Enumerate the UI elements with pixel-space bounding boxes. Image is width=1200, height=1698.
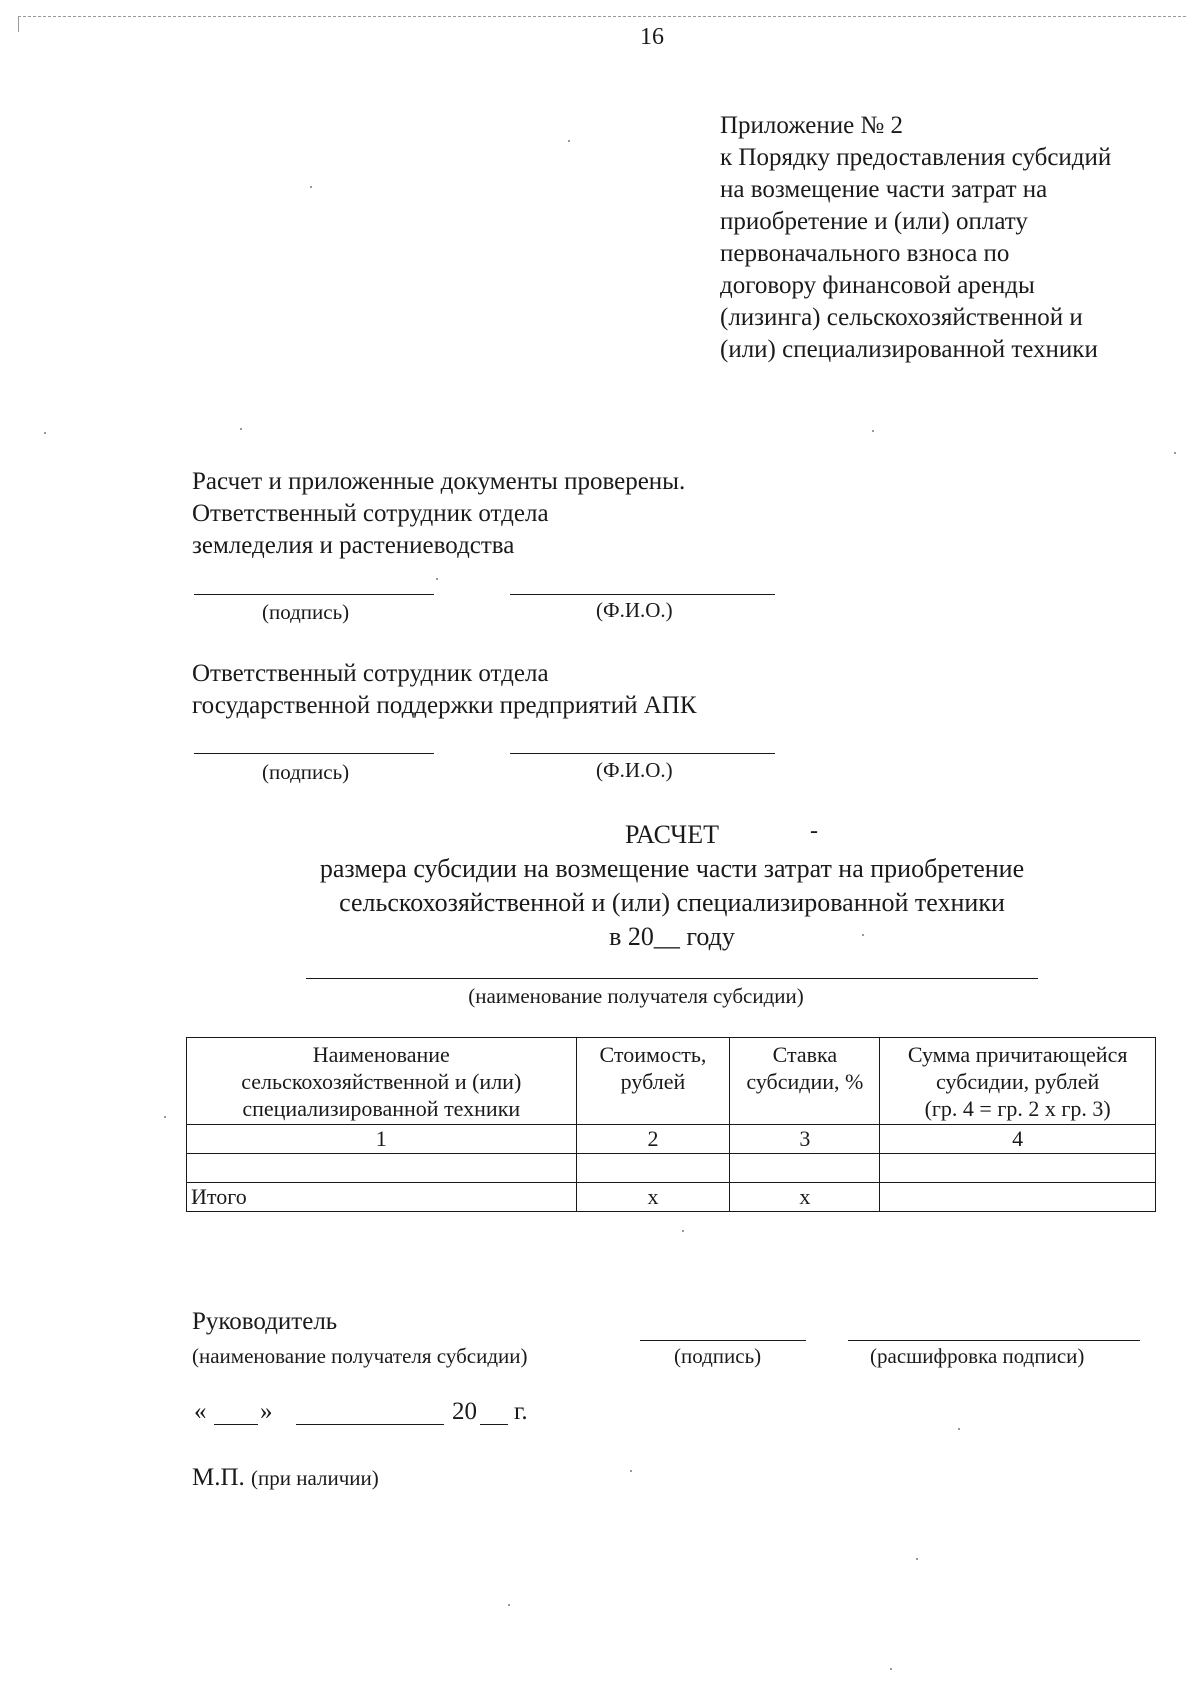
appendix-line: первоначального взноса по [720, 240, 1010, 267]
calc-title-line: в 20__ году [609, 922, 735, 951]
header-text: субсидии, рублей [936, 1069, 1100, 1094]
calc-title-line: сельскохозяйственной и (или) специализированной техники [339, 888, 1005, 917]
scan-speck [44, 432, 46, 434]
date-suffix: г. [514, 1398, 528, 1425]
head-signature-caption: (подпись) [674, 1344, 762, 1368]
signature-line [194, 594, 434, 595]
signature-caption: (подпись) [262, 600, 350, 624]
scan-corner-mark [18, 16, 33, 32]
head-label: Руководитель [192, 1308, 338, 1335]
table-cell [187, 1154, 577, 1183]
subsidy-table [186, 1037, 1156, 1212]
appendix-line: договору финансовой аренды [720, 272, 1035, 299]
table-cell [880, 1183, 1156, 1212]
appendix-line: (лизинга) сельскохозяйственной и [720, 304, 1083, 331]
head-signature-line [640, 1340, 806, 1341]
header-text: специализированной техники [242, 1096, 521, 1121]
date-day-line [214, 1424, 258, 1425]
verification-text [192, 466, 685, 562]
stamp-label [192, 1464, 379, 1492]
header-text: субсидии, % [746, 1069, 864, 1094]
verification-line: земледелия и растениеводства [192, 532, 515, 559]
header-text: Стоимость, [599, 1042, 707, 1067]
date-year-line [480, 1424, 508, 1425]
appendix-line: (или) специализированной техники [720, 336, 1098, 363]
calc-title-line: размера субсидии на возмещение части затрат на приобретение [319, 854, 1025, 883]
table-number-row [187, 1125, 1156, 1154]
table-cell: Итого [187, 1183, 577, 1212]
header-subsidy-sum [880, 1038, 1156, 1125]
scan-speck [682, 1230, 684, 1232]
header-text: (гр. 4 = гр. 2 х гр. 3) [924, 1096, 1111, 1121]
fio-line [510, 753, 775, 754]
recipient-caption: (наименование получателя субсидии) [468, 984, 804, 1008]
table-header-row [187, 1038, 1156, 1125]
scan-speck [958, 1428, 960, 1430]
signature-caption: (подпись) [262, 760, 350, 784]
scan-speck [890, 1668, 892, 1670]
header-text: Сумма причитающейся [907, 1042, 1128, 1067]
stamp-abbrev: М.П. [192, 1464, 245, 1491]
stray-dash: - [810, 818, 818, 844]
scan-speck [862, 934, 864, 936]
table-total-row [187, 1183, 1156, 1212]
header-text: Ставка [772, 1042, 838, 1067]
table-cell: х [576, 1183, 730, 1212]
table-cell [730, 1154, 880, 1183]
verification-line: Ответственный сотрудник отдела [192, 500, 549, 527]
scan-edge-line [18, 16, 1186, 17]
appendix-line: Приложение № 2 [720, 112, 904, 139]
head-decode-line [848, 1340, 1140, 1341]
scan-speck [310, 186, 312, 188]
stamp-note: (при наличии) [251, 1466, 379, 1490]
head-recipient-caption: (наименование получателя субсидии) [192, 1344, 528, 1368]
appendix-header [720, 110, 1111, 366]
table-cell: 3 [730, 1125, 880, 1154]
table-cell: х [730, 1183, 880, 1212]
scan-speck [508, 1604, 510, 1606]
date-close-quote: » [260, 1398, 273, 1425]
scan-speck [630, 1470, 632, 1472]
table-cell: 1 [187, 1125, 577, 1154]
scan-speck [240, 428, 242, 430]
date-year-prefix: 20 [452, 1398, 477, 1425]
scan-speck [436, 578, 438, 580]
fio-caption: (Ф.И.О.) [596, 598, 673, 622]
table-cell: 4 [880, 1125, 1156, 1154]
appendix-line: к Порядку предоставления субсидий [720, 144, 1112, 171]
support-text [192, 658, 697, 722]
header-text: рублей [620, 1069, 686, 1094]
header-text: Наименование [312, 1042, 450, 1067]
header-equipment-name [187, 1038, 577, 1125]
header-text: сельскохозяйственной и (или) [241, 1069, 522, 1094]
head-decode-caption: (расшифровка подписи) [870, 1344, 1085, 1368]
verification-line: Расчет и приложенные документы проверены. [192, 468, 686, 495]
signature-line [194, 753, 434, 754]
scan-speck [568, 140, 570, 142]
table-cell: 2 [576, 1125, 730, 1154]
page-number: 16 [640, 24, 664, 50]
scan-speck [872, 430, 874, 432]
header-rate [730, 1038, 880, 1125]
table-row [187, 1154, 1156, 1183]
recipient-line [306, 978, 1038, 979]
date-month-line [296, 1424, 444, 1425]
support-line: государственной поддержки предприятий АПК [192, 692, 697, 719]
calc-heading: РАСЧЕТ [625, 820, 719, 849]
header-cost [576, 1038, 730, 1125]
support-line: Ответственный сотрудник отдела [192, 660, 549, 687]
fio-line [510, 594, 775, 595]
date-open-quote: « [194, 1398, 207, 1425]
table-cell [880, 1154, 1156, 1183]
appendix-line: на возмещение части затрат на [720, 176, 1048, 203]
scan-speck [164, 1116, 166, 1118]
scan-speck [916, 1558, 918, 1560]
appendix-line: приобретение и (или) оплату [720, 208, 1028, 235]
table-cell [576, 1154, 730, 1183]
scan-speck [1174, 452, 1176, 454]
fio-caption: (Ф.И.О.) [596, 758, 673, 782]
